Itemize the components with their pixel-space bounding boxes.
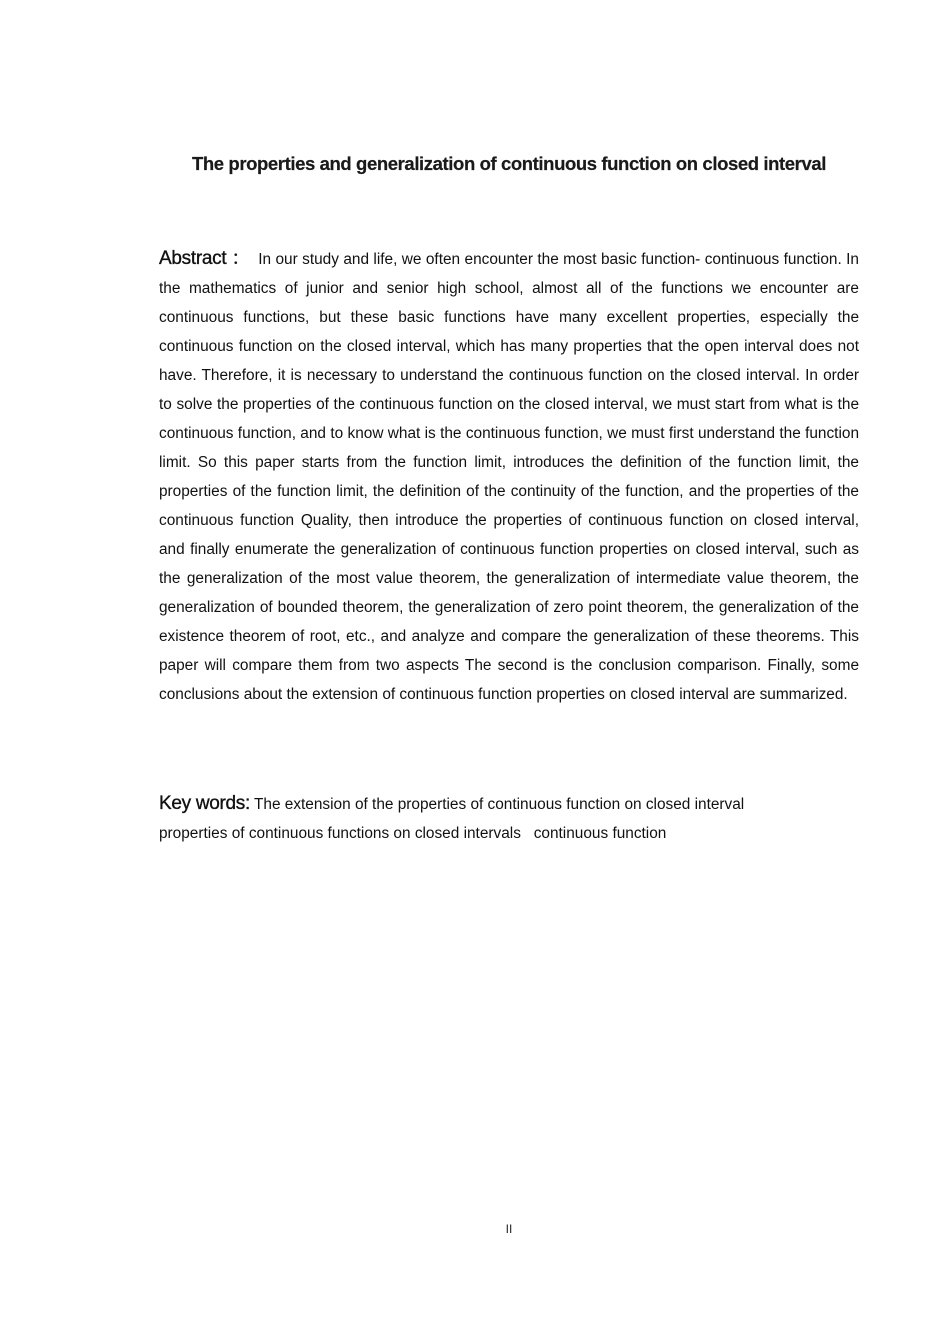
keywords-label: Key words: <box>159 793 250 814</box>
keywords-text-line2: properties of continuous functions on closed intervals continuous function <box>159 825 667 842</box>
paper-title: The properties and generalization of continuous function on closed interval <box>191 153 826 174</box>
abstract-paragraph <box>159 244 859 709</box>
page-number: II <box>505 1222 513 1236</box>
keywords-first-line <box>159 789 859 819</box>
keywords-paragraph <box>159 789 859 848</box>
abstract-text: In our study and life, we often encounter the most basic function- continuous function. In the mathematics of junior and senior high school, almost all of the functions we encounter are continuous functions, but these basic functions have many excellent properties, especially the continuous function on the closed interval, which has many properties that the open interval does not have. Therefore, it is necessary to understand the continuous function on the closed interval. In order to solve the properties of the continuous function on the closed interval, we must start from what is the continuous function, and to know what is the continuous function, we must first understand the function limit. So this paper starts from the function limit, introduces the definition of the function limit, the properties of the function limit, the definition of the continuity of the function, and the properties of the continuous function Quality, then introduce the properties of continuous function on closed interval, and finally enumerate the generalization of continuous function properties on closed interval, such as the generalization of the most value theorem, the generalization of intermediate value theorem, the generalization of bounded theorem, the generalization of zero point theorem, the generalization of the existence theorem of root, etc., and analyze and compare the generalization of these theorems. This paper will compare them from two aspects The second is the conclusion comparison. Finally, some conclusions about the extension of continuous function properties on closed interval are summarized. <box>159 251 859 703</box>
keywords-text-line1: The extension of the properties of continuous function on closed interval <box>253 796 745 813</box>
abstract-label: Abstract ： <box>159 248 251 269</box>
